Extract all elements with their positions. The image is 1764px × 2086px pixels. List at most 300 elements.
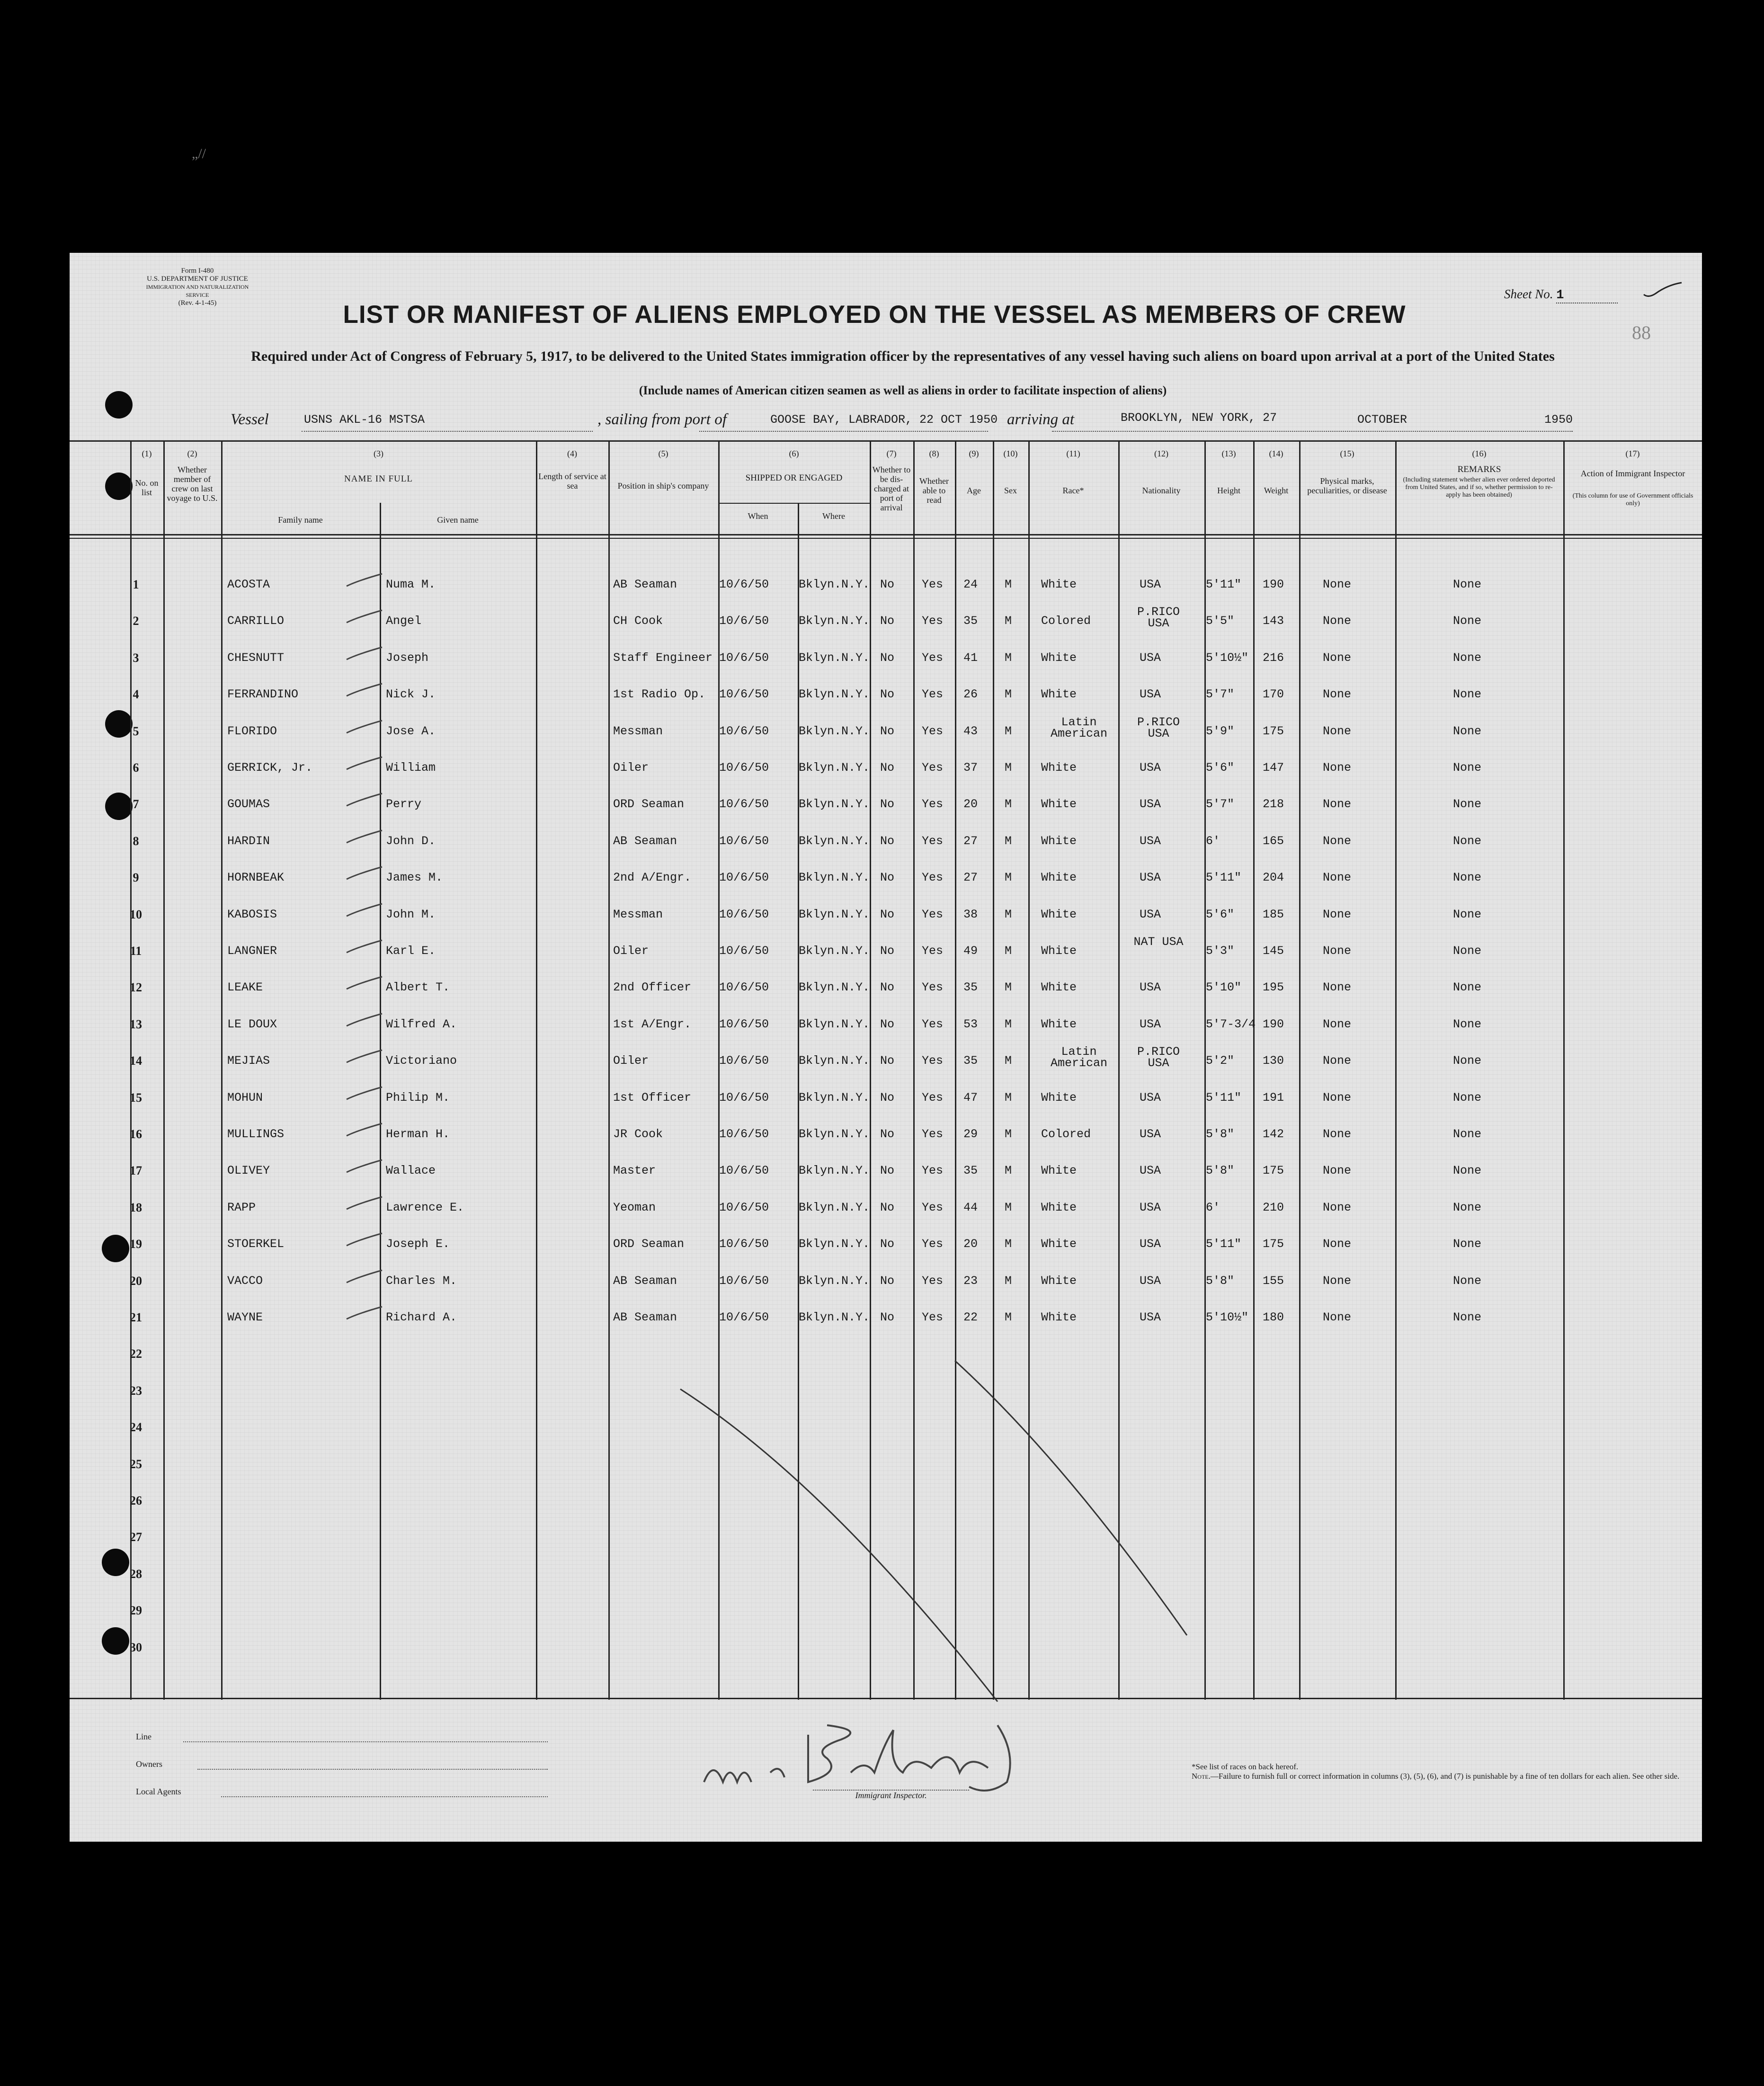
footer-owners-label: Owners	[136, 1759, 162, 1769]
able-to-read-cell: Yes	[922, 578, 944, 591]
physical-marks-cell: None	[1323, 834, 1352, 848]
arrival-month: OCTOBER	[1357, 413, 1408, 427]
shipped-when-cell: 10/6/50	[719, 1017, 769, 1031]
row-number: 20	[130, 1274, 142, 1288]
col-num: (1)	[142, 449, 152, 458]
physical-marks-cell: None	[1323, 1274, 1352, 1288]
col-header-height: Height	[1217, 486, 1240, 495]
empty-row-number: 24	[130, 1420, 142, 1435]
col-num: (7)	[886, 449, 897, 458]
nationality-cell: USA	[1140, 1310, 1161, 1324]
statutory-subtitle: Required under Act of Congress of February 5, 1917, to be delivered to the United States immigration officer by the representatives of any vessel having such aliens on board upon arrival at a port of the United States	[251, 348, 1555, 364]
physical-marks-cell: None	[1323, 907, 1352, 921]
shipped-when-cell: 10/6/50	[719, 1237, 769, 1251]
col-header-physical-marks: Physical marks, peculiarities, or disease	[1307, 476, 1387, 495]
footer-owners-field	[197, 1769, 548, 1770]
able-to-read-cell: Yes	[922, 834, 944, 848]
shipped-when-cell: 10/6/50	[719, 871, 769, 885]
remarks-cell: None	[1453, 1090, 1482, 1105]
sex-cell: M	[1005, 1054, 1012, 1068]
sex-cell: M	[1005, 1164, 1012, 1178]
discharged-cell: No	[880, 981, 895, 995]
height-cell: 5'8"	[1206, 1274, 1235, 1288]
col-header-inspector: Action of Immigrant Inspector	[1580, 469, 1685, 478]
shipped-where-cell: Bklyn.N.Y.	[799, 944, 870, 958]
sex-cell: M	[1005, 1200, 1012, 1214]
weight-cell: 145	[1263, 944, 1284, 958]
discharged-cell: No	[880, 614, 895, 628]
height-cell: 5'10"	[1206, 981, 1242, 995]
form-revision: (Rev. 4-1-45)	[178, 299, 217, 307]
footer-agents-field	[221, 1796, 548, 1797]
race-cell: White	[1041, 981, 1077, 995]
position-cell: 2nd Officer	[613, 981, 692, 995]
col-num: (15)	[1340, 449, 1354, 458]
position-cell: 1st Radio Op.	[613, 687, 706, 702]
remarks-cell: None	[1453, 834, 1482, 848]
nationality-cell: USA	[1140, 1017, 1161, 1031]
remarks-cell: None	[1453, 1127, 1482, 1141]
shipped-when-cell: 10/6/50	[719, 907, 769, 921]
sailing-label: , sailing from port of	[597, 411, 727, 428]
family-name-cell: OLIVEY	[227, 1164, 270, 1178]
given-name-cell: Wilfred A.	[386, 1017, 457, 1031]
remarks-cell: None	[1453, 907, 1482, 921]
shipped-where-cell: Bklyn.N.Y.	[799, 834, 870, 848]
row-number: 16	[130, 1127, 142, 1141]
able-to-read-cell: Yes	[922, 1090, 944, 1105]
discharged-cell: No	[880, 1274, 895, 1288]
able-to-read-cell: Yes	[922, 761, 944, 775]
weight-cell: 190	[1263, 578, 1284, 591]
shipped-when-cell: 10/6/50	[719, 578, 769, 591]
weight-cell: 175	[1263, 724, 1284, 738]
row-number: 6	[133, 761, 139, 775]
physical-marks-cell: None	[1323, 981, 1352, 995]
sheet-label: Sheet No.	[1504, 287, 1553, 301]
row-number: 13	[130, 1017, 142, 1031]
shipped-where-cell: Bklyn.N.Y.	[799, 614, 870, 628]
sex-cell: M	[1005, 944, 1012, 958]
race-cell: White	[1041, 944, 1077, 958]
given-name-cell: Victoriano	[386, 1054, 457, 1068]
position-cell: AB Seaman	[613, 578, 677, 591]
include-note: (Include names of American citizen seamen as well as aliens in order to facilitate inspection of aliens)	[639, 383, 1167, 397]
col-num: (10)	[1003, 449, 1018, 458]
remarks-cell: None	[1453, 981, 1482, 995]
position-cell: 1st Officer	[613, 1090, 692, 1105]
col-header-no: No. on list	[135, 478, 159, 497]
age-cell: 27	[963, 871, 978, 885]
race-cell: White	[1041, 578, 1077, 591]
able-to-read-cell: Yes	[922, 1200, 944, 1214]
age-cell: 20	[963, 797, 978, 811]
able-to-read-cell: Yes	[922, 1310, 944, 1324]
race-cell: White	[1041, 1310, 1077, 1324]
shipped-when-cell: 10/6/50	[719, 1127, 769, 1141]
nationality-cell: USA	[1140, 871, 1161, 885]
form-number: Form I-480	[181, 267, 214, 275]
position-cell: 2nd A/Engr.	[613, 871, 692, 885]
able-to-read-cell: Yes	[922, 724, 944, 738]
remarks-cell: None	[1453, 1274, 1482, 1288]
position-cell: AB Seaman	[613, 1274, 677, 1288]
sex-cell: M	[1005, 1127, 1012, 1141]
col-num: (11)	[1066, 449, 1080, 458]
family-name-cell: KABOSIS	[227, 907, 277, 921]
height-cell: 5'3"	[1206, 944, 1235, 958]
weight-cell: 190	[1263, 1017, 1284, 1031]
position-cell: CH Cook	[613, 614, 663, 628]
page-number: 88	[1632, 322, 1651, 343]
weight-cell: 147	[1263, 761, 1284, 775]
given-name-cell: Angel	[386, 614, 422, 628]
remarks-cell: None	[1453, 761, 1482, 775]
service-name: IMMIGRATION AND NATURALIZATION SERVICE	[146, 284, 249, 298]
vessel-name: USNS AKL-16 MSTSA	[304, 413, 425, 427]
race-note: *See list of races on back hereof.	[1192, 1762, 1299, 1771]
shipped-when-cell: 10/6/50	[719, 797, 769, 811]
shipped-where-cell: Bklyn.N.Y.	[799, 797, 870, 811]
weight-cell: 170	[1263, 687, 1284, 702]
discharged-cell: No	[880, 1017, 895, 1031]
physical-marks-cell: None	[1323, 1200, 1352, 1214]
discharged-cell: No	[880, 1200, 895, 1214]
sex-cell: M	[1005, 578, 1012, 591]
fine-note	[1192, 1772, 1689, 1781]
discharged-cell: No	[880, 761, 895, 775]
position-cell: AB Seaman	[613, 1310, 677, 1324]
shipped-where-cell: Bklyn.N.Y.	[799, 761, 870, 775]
weight-cell: 185	[1263, 907, 1284, 921]
remarks-cell: None	[1453, 578, 1482, 591]
age-cell: 29	[963, 1127, 978, 1141]
given-name-cell: Lawrence E.	[386, 1200, 464, 1214]
given-name-cell: Karl E.	[386, 944, 436, 958]
discharged-cell: No	[880, 944, 895, 958]
physical-marks-cell: None	[1323, 651, 1352, 665]
col-num: (9)	[969, 449, 979, 458]
race-cell: White	[1041, 907, 1077, 921]
nationality-cell: P.RICO USA	[1137, 1045, 1180, 1070]
physical-marks-cell: None	[1323, 761, 1352, 775]
physical-marks-cell: None	[1323, 1164, 1352, 1178]
position-cell: ORD Seaman	[613, 1237, 685, 1251]
age-cell: 41	[963, 651, 978, 665]
note-text: —Failure to furnish full or correct information in columns (3), (5), (6), and (7) is punishable by a fine of ten dollars for each alien. See other side.	[1210, 1772, 1680, 1781]
height-cell: 5'10½"	[1206, 1310, 1249, 1324]
shipped-where-cell: Bklyn.N.Y.	[799, 1164, 870, 1178]
row-number: 18	[130, 1200, 142, 1214]
family-name-cell: LANGNER	[227, 944, 277, 958]
col-header-position: Position in ship's company	[617, 481, 709, 490]
physical-marks-cell: None	[1323, 797, 1352, 811]
col-header-remarks-note: (Including statement whether alien ever ordered deported from United States, and if so, whether permission to re-apply has been obtained)	[1403, 476, 1555, 499]
age-cell: 43	[963, 724, 978, 738]
height-cell: 5'5"	[1206, 614, 1235, 628]
able-to-read-cell: Yes	[922, 907, 944, 921]
given-name-cell: Joseph E.	[386, 1237, 450, 1251]
given-name-cell: William	[386, 761, 436, 775]
row-number: 9	[133, 871, 139, 885]
height-cell: 6'	[1206, 834, 1221, 848]
weight-cell: 218	[1263, 797, 1284, 811]
col-header-family-name: Family name	[278, 515, 323, 525]
able-to-read-cell: Yes	[922, 614, 944, 628]
col-header-nationality: Nationality	[1142, 486, 1181, 495]
shipped-where-cell: Bklyn.N.Y.	[799, 907, 870, 921]
discharged-cell: No	[880, 907, 895, 921]
family-name-cell: CHESNUTT	[227, 651, 285, 665]
race-cell: White	[1041, 1200, 1077, 1214]
col-header-read: Whether able to read	[919, 476, 949, 505]
col-num: (17)	[1625, 449, 1640, 458]
remarks-cell: None	[1453, 1054, 1482, 1068]
physical-marks-cell: None	[1323, 614, 1352, 628]
row-number: 11	[130, 944, 142, 958]
nationality-cell: USA	[1140, 1274, 1161, 1288]
nationality-cell: USA	[1140, 1164, 1161, 1178]
height-cell: 5'2"	[1206, 1054, 1235, 1068]
department-name: U.S. DEPARTMENT OF JUSTICE	[147, 275, 248, 283]
row-number: 8	[133, 834, 139, 848]
empty-row-number: 22	[130, 1347, 142, 1361]
family-name-cell: VACCO	[227, 1274, 263, 1288]
discharged-cell: No	[880, 651, 895, 665]
race-cell: White	[1041, 761, 1077, 775]
col-header-weight: Weight	[1264, 486, 1289, 495]
discharged-cell: No	[880, 1090, 895, 1105]
weight-cell: 175	[1263, 1237, 1284, 1251]
physical-marks-cell: None	[1323, 1017, 1352, 1031]
shipped-when-cell: 10/6/50	[719, 981, 769, 995]
remarks-cell: None	[1453, 1017, 1482, 1031]
weight-cell: 130	[1263, 1054, 1284, 1068]
row-number: 21	[130, 1310, 142, 1324]
height-cell: 5'11"	[1206, 1237, 1242, 1251]
footer-line-label: Line	[136, 1732, 151, 1741]
discharged-cell: No	[880, 871, 895, 885]
col-num: (6)	[789, 449, 799, 458]
able-to-read-cell: Yes	[922, 1274, 944, 1288]
discharged-cell: No	[880, 1237, 895, 1251]
nationality-cell: USA	[1140, 1127, 1161, 1141]
shipped-where-cell: Bklyn.N.Y.	[799, 1017, 870, 1031]
family-name-cell: MEJIAS	[227, 1054, 270, 1068]
nationality-cell: P.RICO USA	[1137, 605, 1180, 631]
discharged-cell: No	[880, 687, 895, 702]
age-cell: 35	[963, 614, 978, 628]
discharged-cell: No	[880, 1127, 895, 1141]
position-cell: Yeoman	[613, 1200, 656, 1214]
sheet-number: 1	[1556, 288, 1618, 303]
race-cell: White	[1041, 871, 1077, 885]
weight-cell: 165	[1263, 834, 1284, 848]
given-name-cell: Wallace	[386, 1164, 436, 1178]
col-header-inspector-note: (This column for use of Government officials only)	[1572, 492, 1693, 507]
footer-notes	[1192, 1762, 1689, 1781]
race-cell: White	[1041, 1017, 1077, 1031]
weight-cell: 180	[1263, 1310, 1284, 1324]
discharged-cell: No	[880, 578, 895, 591]
note-label: Note.	[1192, 1772, 1211, 1781]
row-number: 7	[133, 797, 139, 811]
race-cell: Colored	[1041, 1127, 1091, 1141]
physical-marks-cell: None	[1323, 1127, 1352, 1141]
shipped-when-cell: 10/6/50	[719, 761, 769, 775]
discharged-cell: No	[880, 1054, 895, 1068]
shipped-when-cell: 10/6/50	[719, 724, 769, 738]
shipped-where-cell: Bklyn.N.Y.	[799, 1237, 870, 1251]
remarks-cell: None	[1453, 1164, 1482, 1178]
family-name-cell: MULLINGS	[227, 1127, 285, 1141]
remarks-cell: None	[1453, 1200, 1482, 1214]
remarks-cell: None	[1453, 944, 1482, 958]
sex-cell: M	[1005, 687, 1012, 702]
family-name-cell: HARDIN	[227, 834, 270, 848]
weight-cell: 143	[1263, 614, 1284, 628]
inspector-signature	[685, 1716, 1064, 1801]
scan-mark: „//	[192, 146, 206, 161]
race-cell: White	[1041, 834, 1077, 848]
able-to-read-cell: Yes	[922, 981, 944, 995]
able-to-read-cell: Yes	[922, 1017, 944, 1031]
discharged-cell: No	[880, 1164, 895, 1178]
age-cell: 44	[963, 1200, 978, 1214]
sex-cell: M	[1005, 614, 1012, 628]
position-cell: JR Cook	[613, 1127, 663, 1141]
age-cell: 37	[963, 761, 978, 775]
family-name-cell: LE DOUX	[227, 1017, 277, 1031]
weight-cell: 175	[1263, 1164, 1284, 1178]
physical-marks-cell: None	[1323, 944, 1352, 958]
shipped-where-cell: Bklyn.N.Y.	[799, 1054, 870, 1068]
empty-row-number: 25	[130, 1457, 142, 1471]
row-number: 5	[133, 724, 139, 738]
discharged-cell: No	[880, 834, 895, 848]
position-cell: Messman	[613, 907, 663, 921]
height-cell: 5'6"	[1206, 907, 1235, 921]
height-cell: 5'6"	[1206, 761, 1235, 775]
shipped-where-cell: Bklyn.N.Y.	[799, 724, 870, 738]
age-cell: 24	[963, 578, 978, 591]
arrival-year: 1950	[1544, 413, 1573, 427]
shipped-when-cell: 10/6/50	[719, 651, 769, 665]
sex-cell: M	[1005, 797, 1012, 811]
shipped-where-cell: Bklyn.N.Y.	[799, 1310, 870, 1324]
discharged-cell: No	[880, 1310, 895, 1324]
age-cell: 27	[963, 834, 978, 848]
shipped-when-cell: 10/6/50	[719, 1054, 769, 1068]
able-to-read-cell: Yes	[922, 871, 944, 885]
shipped-when-cell: 10/6/50	[719, 1310, 769, 1324]
col-num: (4)	[567, 449, 577, 458]
family-name-cell: HORNBEAK	[227, 871, 285, 885]
family-name-cell: MOHUN	[227, 1090, 263, 1105]
family-name-cell: GERRICK, Jr.	[227, 761, 313, 775]
given-name-cell: John D.	[386, 834, 436, 848]
shipped-when-cell: 10/6/50	[719, 687, 769, 702]
able-to-read-cell: Yes	[922, 1237, 944, 1251]
col-header-name: NAME IN FULL	[344, 474, 413, 484]
empty-row-number: 23	[130, 1383, 142, 1398]
position-cell: ORD Seaman	[613, 797, 685, 811]
given-name-cell: Numa M.	[386, 578, 436, 591]
weight-cell: 216	[1263, 651, 1284, 665]
physical-marks-cell: None	[1323, 687, 1352, 702]
race-cell: White	[1041, 1237, 1077, 1251]
race-cell: White	[1041, 1164, 1077, 1178]
nationality-cell: USA	[1140, 1090, 1161, 1105]
sex-cell: M	[1005, 1274, 1012, 1288]
shipped-when-cell: 10/6/50	[719, 944, 769, 958]
sex-cell: M	[1005, 1090, 1012, 1105]
family-name-cell: WAYNE	[227, 1310, 263, 1324]
position-cell: Master	[613, 1164, 656, 1178]
nationality-cell: NAT USA	[1133, 935, 1184, 949]
col-num: (3)	[374, 449, 383, 458]
row-number: 14	[130, 1054, 142, 1068]
age-cell: 47	[963, 1090, 978, 1105]
physical-marks-cell: None	[1323, 871, 1352, 885]
given-name-cell: Joseph	[386, 651, 429, 665]
weight-cell: 195	[1263, 981, 1284, 995]
empty-row-number: 30	[130, 1640, 142, 1654]
given-name-cell: Nick J.	[386, 687, 436, 702]
age-cell: 23	[963, 1274, 978, 1288]
shipped-when-cell: 10/6/50	[719, 1274, 769, 1288]
col-num: (16)	[1472, 449, 1487, 458]
position-cell: Oiler	[613, 761, 649, 775]
col-num: (8)	[929, 449, 939, 458]
age-cell: 49	[963, 944, 978, 958]
given-name-cell: Jose A.	[386, 724, 436, 738]
inspector-label: Immigrant Inspector.	[813, 1790, 969, 1801]
nationality-cell: USA	[1140, 797, 1161, 811]
physical-marks-cell: None	[1323, 1090, 1352, 1105]
race-cell: White	[1041, 651, 1077, 665]
shipped-when-cell: 10/6/50	[719, 614, 769, 628]
shipped-where-cell: Bklyn.N.Y.	[799, 981, 870, 995]
age-cell: 35	[963, 1054, 978, 1068]
col-header-discharged: Whether to be dis-charged at port of arrival	[872, 465, 911, 512]
given-name-cell: Albert T.	[386, 981, 450, 995]
col-header-where: Where	[822, 511, 845, 521]
sex-cell: M	[1005, 761, 1012, 775]
age-cell: 20	[963, 1237, 978, 1251]
physical-marks-cell: None	[1323, 1054, 1352, 1068]
sex-cell: M	[1005, 1310, 1012, 1324]
given-name-cell: John M.	[386, 907, 436, 921]
sex-cell: M	[1005, 981, 1012, 995]
sex-cell: M	[1005, 651, 1012, 665]
nationality-cell: USA	[1140, 578, 1161, 591]
nationality-cell: USA	[1140, 907, 1161, 921]
shipped-when-cell: 10/6/50	[719, 1090, 769, 1105]
col-header-given-name: Given name	[437, 515, 479, 525]
able-to-read-cell: Yes	[922, 651, 944, 665]
age-cell: 38	[963, 907, 978, 921]
sex-cell: M	[1005, 724, 1012, 738]
position-cell: Messman	[613, 724, 663, 738]
col-header-when: When	[748, 511, 768, 521]
shipped-where-cell: Bklyn.N.Y.	[799, 871, 870, 885]
family-name-cell: LEAKE	[227, 981, 263, 995]
height-cell: 5'11"	[1206, 871, 1242, 885]
race-cell: White	[1041, 1274, 1077, 1288]
shipped-where-cell: Bklyn.N.Y.	[799, 1200, 870, 1214]
nationality-cell: USA	[1140, 651, 1161, 665]
